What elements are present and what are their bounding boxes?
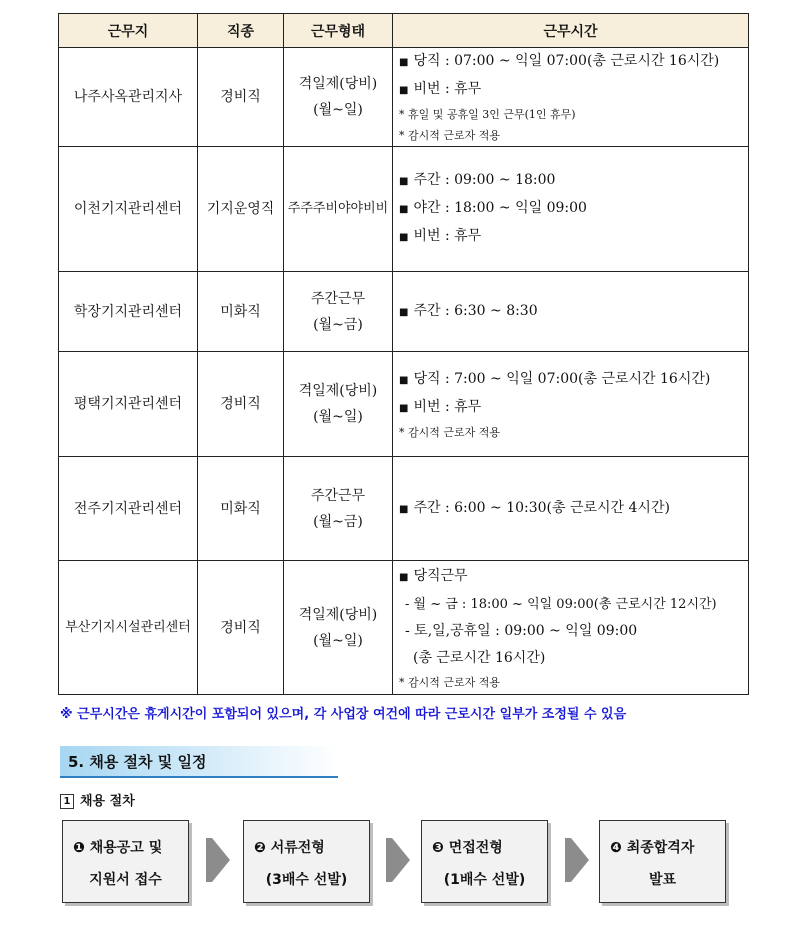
arrow-right-icon: [392, 838, 410, 882]
hours-note: * 감시적 근로자 적용: [399, 129, 500, 142]
form-cell: [284, 352, 393, 457]
hours-note: * 감시적 근로자 적용: [399, 675, 500, 689]
hours-cell: [393, 352, 749, 457]
square-bullet-icon: ■: [399, 374, 409, 386]
subsection-header: [60, 790, 135, 809]
form-line: (월~금): [313, 316, 363, 333]
step-label: 서류전형: [270, 840, 325, 856]
hours-cell: [393, 272, 749, 352]
job-cell: 미화직: [198, 272, 284, 352]
square-bullet-icon: ■: [399, 85, 409, 96]
hours-line: ■ 주간 : 09:00 ~ 18:00: [399, 172, 556, 188]
table-header-row: [59, 14, 749, 48]
job-cell: 기지운영직: [198, 147, 284, 272]
site-cell: 전주기지관리센터: [59, 457, 198, 561]
hours-line: ■ 비번 : 휴무: [399, 228, 482, 244]
site-cell: 학장기지관리센터: [59, 272, 198, 352]
site-cell: 이천기지관리센터: [59, 147, 198, 272]
square-bullet-icon: ■: [399, 503, 409, 515]
step-label: 최종합격자: [626, 840, 695, 856]
form-line: (월~금): [313, 513, 363, 530]
hours-line: ■ 당직 : 7:00 ~ 익일 07:00(총 근로시간 16시간): [399, 370, 711, 387]
table-row: [59, 48, 749, 147]
form-cell: [284, 48, 393, 147]
step-label: 면접전형: [448, 840, 503, 856]
form-line: (월~일): [313, 409, 363, 425]
table-row: [59, 457, 749, 561]
hours-cell: [393, 48, 749, 147]
square-bullet-icon: ■: [399, 571, 409, 583]
form-line: 격일제(당비): [298, 383, 378, 399]
square-bullet-icon: ■: [399, 306, 409, 318]
job-cell: 경비직: [198, 352, 284, 457]
hours-line: ■ 주간 : 6:00 ~ 10:30(총 근로시간 4시간): [399, 499, 670, 516]
arrow-right-icon: [212, 838, 230, 882]
step-sublabel: 발표: [648, 872, 677, 888]
table-row: [59, 147, 749, 272]
subsection-title: 채용 절차: [80, 794, 135, 809]
step-sublabel: (1배수 선발): [443, 872, 526, 888]
caution-note: ※ 근무시간은 휴게시간이 포함되어 있으며, 각 사업장 여건에 따라 근로시간 일부가 조정될 수 있음: [60, 707, 627, 722]
form-cell: [284, 457, 393, 561]
job-cell: 경비직: [198, 561, 284, 695]
hours-subline: (총 근로시간 16시간): [413, 649, 546, 666]
header-job: 직종: [198, 14, 284, 48]
process-step-3: [421, 820, 548, 903]
form-line: (월~일): [313, 102, 363, 118]
hours-subline: - 토,일,공휴일 : 09:00 ~ 익일 09:00: [405, 622, 638, 639]
form-cell: [284, 147, 393, 272]
step-sublabel: 지원서 접수: [89, 872, 162, 888]
circled-number-icon: ❷: [254, 840, 266, 856]
arrow-right-icon: [571, 838, 589, 882]
process-step-4: [599, 820, 726, 903]
hours-line: ■ 비번 : 휴무: [399, 398, 482, 415]
hours-cell: [393, 457, 749, 561]
header-form: 근무형태: [284, 14, 393, 48]
hours-line: ■ 당직근무: [399, 567, 468, 584]
process-step-2: [243, 820, 370, 903]
form-line: 주간근무: [310, 290, 366, 307]
hours-line: ■ 비번 : 휴무: [399, 81, 482, 97]
number-box-icon: 1: [60, 794, 74, 809]
hours-note: * 감시적 근로자 적용: [399, 425, 500, 439]
form-cell: [284, 272, 393, 352]
site-cell: 평택기지관리센터: [59, 352, 198, 457]
job-cell: 미화직: [198, 457, 284, 561]
job-cell: 경비직: [198, 48, 284, 147]
circled-number-icon: ❹: [610, 840, 622, 856]
hours-cell: [393, 147, 749, 272]
circled-number-icon: ❸: [432, 840, 444, 856]
circled-number-icon: ❶: [73, 840, 85, 856]
section-title: 5. 채용 절차 및 일정: [68, 753, 207, 771]
hours-note: * 휴일 및 공휴일 3인 근무(1인 휴무): [399, 108, 576, 121]
form-line: 격일제(당비): [298, 606, 378, 623]
work-hours-table: [58, 13, 749, 695]
form-line: 주간근무: [310, 487, 366, 504]
header-site: 근무지: [59, 14, 198, 48]
hours-line: ■ 주간 : 6:30 ~ 8:30: [399, 302, 538, 319]
hours-line: ■ 야간 : 18:00 ~ 익일 09:00: [399, 200, 587, 216]
square-bullet-icon: ■: [399, 57, 409, 68]
square-bullet-icon: ■: [399, 402, 409, 414]
square-bullet-icon: ■: [399, 232, 409, 243]
form-line: 격일제(당비): [298, 76, 378, 92]
table-row: [59, 272, 749, 352]
hours-cell: [393, 561, 749, 695]
process-step-1: [62, 820, 189, 903]
form-line: (월~일): [313, 632, 363, 649]
square-bullet-icon: ■: [399, 176, 409, 187]
table-row: [59, 352, 749, 457]
site-cell: 부산기지시설관리센터: [59, 561, 198, 695]
form-cell: [284, 561, 393, 695]
step-label: 채용공고 및: [89, 840, 163, 856]
form-line: 주주주비야야비비: [287, 201, 389, 216]
header-hours: 근무시간: [393, 14, 749, 48]
section-header: [60, 746, 338, 778]
hours-subline: - 월 ~ 금 : 18:00 ~ 익일 09:00(총 근로시간 12시간): [405, 596, 717, 612]
site-cell: 나주사옥관리지사: [59, 48, 198, 147]
square-bullet-icon: ■: [399, 204, 409, 215]
table-row: [59, 561, 749, 695]
step-sublabel: (3배수 선발): [265, 872, 348, 888]
hours-line: ■ 당직 : 07:00 ~ 익일 07:00(총 근로시간 16시간): [399, 53, 720, 69]
